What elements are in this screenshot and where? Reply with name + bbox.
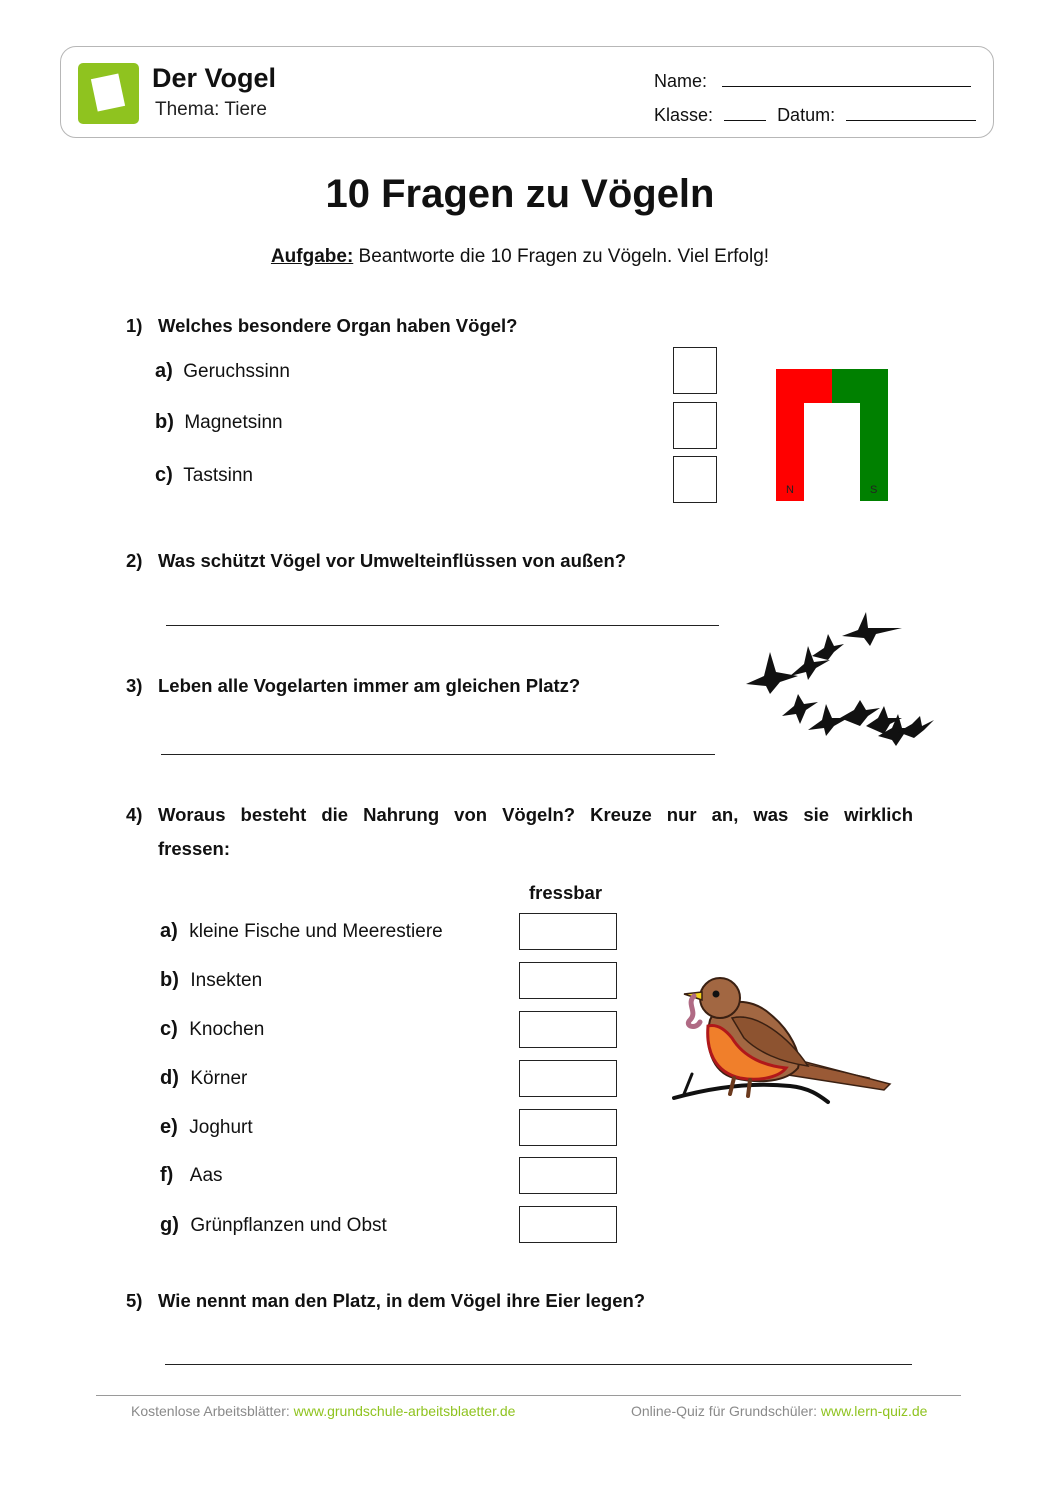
page-title: 10 Fragen zu Vögeln [325, 172, 715, 216]
q4-checkbox-b[interactable] [519, 962, 617, 999]
option-text: Insekten [190, 970, 263, 991]
q3-text: Leben alle Vogelarten immer am gleichen Platz? [158, 675, 581, 696]
magnet-south-label: S [870, 484, 878, 496]
q5-text: Wie nennt man den Platz, in dem Vögel ihre Eier legen? [158, 1290, 646, 1311]
option-letter: a) [160, 920, 178, 942]
magnet-icon [770, 365, 894, 505]
option-text: Körner [190, 1068, 248, 1089]
option-letter: b) [160, 969, 179, 991]
q3-answer-line[interactable] [161, 754, 715, 755]
option-letter: b) [155, 411, 174, 433]
flying-birds-icon [742, 606, 938, 752]
class-date-field [654, 102, 976, 126]
footer-left-label: Kostenlose Arbeitsblätter: [131, 1403, 294, 1419]
option-text: Joghurt [189, 1117, 253, 1138]
robin-bird-icon [670, 970, 898, 1110]
footer-left [131, 1403, 515, 1419]
q4-checkbox-g[interactable] [519, 1206, 617, 1243]
q1-option-c [155, 464, 253, 487]
q2-number: 2) [126, 550, 143, 571]
date-label: Datum: [777, 105, 836, 125]
footer-divider [96, 1395, 961, 1396]
q4-column-header: fressbar [529, 882, 603, 903]
worksheet-topic: Thema: Tiere [155, 99, 267, 120]
q4-option-c [160, 1018, 264, 1041]
option-letter: c) [160, 1018, 178, 1040]
q4-checkbox-a[interactable] [519, 913, 617, 950]
footer-left-link[interactable]: www.grundschule-arbeitsblaetter.de [293, 1403, 516, 1419]
q1-checkbox-a[interactable] [673, 347, 717, 394]
option-letter: f) [160, 1164, 174, 1186]
q1-checkbox-c[interactable] [673, 456, 717, 503]
name-field [654, 68, 971, 92]
option-text: Geruchssinn [183, 361, 290, 382]
q4-option-a [160, 920, 443, 943]
name-blank[interactable] [722, 68, 971, 87]
q1-number: 1) [126, 315, 143, 336]
q4-option-g [160, 1214, 387, 1237]
footer-right [631, 1403, 927, 1419]
footer-right-label: Online-Quiz für Grundschüler: [631, 1403, 821, 1419]
option-letter: c) [155, 464, 173, 486]
q1-option-a [155, 360, 290, 383]
q4-option-e [160, 1116, 253, 1139]
q4-checkbox-c[interactable] [519, 1011, 617, 1048]
q4-option-f [160, 1164, 223, 1187]
option-text: Grünpflanzen und Obst [190, 1215, 387, 1236]
q4-checkbox-e[interactable] [519, 1109, 617, 1146]
q1-checkbox-b[interactable] [673, 402, 717, 449]
class-label: Klasse: [654, 105, 714, 125]
option-text: kleine Fische und Meerestiere [189, 921, 443, 942]
logo-icon [78, 63, 139, 124]
option-text: Aas [189, 1165, 223, 1186]
option-letter: g) [160, 1214, 179, 1236]
q1-text: Welches besondere Organ haben Vögel? [158, 315, 518, 336]
name-label: Name: [654, 71, 708, 91]
q4-option-b [160, 969, 262, 992]
option-text: Tastsinn [183, 465, 253, 486]
q4-text-line1: Woraus besteht die Nahrung von Vögeln? Kreuze nur an, was sie wirklich [158, 804, 913, 825]
footer-right-link[interactable]: www.lern-quiz.de [820, 1403, 928, 1419]
option-text: Magnetsinn [184, 412, 283, 433]
option-letter: d) [160, 1067, 179, 1089]
q5-number: 5) [126, 1290, 143, 1311]
q5-answer-line[interactable] [165, 1364, 912, 1365]
task-text: Beantworte die 10 Fragen zu Vögeln. Viel Erfolg! [353, 246, 770, 267]
q2-answer-line[interactable] [166, 625, 719, 626]
q4-number: 4) [126, 804, 143, 825]
q2-text: Was schützt Vögel vor Umwelteinflüssen von außen? [158, 550, 627, 571]
option-letter: e) [160, 1116, 178, 1138]
worksheet-title: Der Vogel [152, 63, 277, 93]
date-blank[interactable] [846, 102, 976, 121]
q1-option-b [155, 411, 283, 434]
task-instruction [0, 246, 1040, 268]
q4-checkbox-d[interactable] [519, 1060, 617, 1097]
option-letter: a) [155, 360, 173, 382]
magnet-north-label: N [786, 484, 794, 496]
q4-checkbox-f[interactable] [519, 1157, 617, 1194]
task-label: Aufgabe: [270, 246, 354, 267]
q4-text-line2: fressen: [158, 838, 230, 859]
class-blank[interactable] [724, 102, 766, 121]
option-text: Knochen [189, 1019, 265, 1040]
q4-option-d [160, 1067, 247, 1090]
q3-number: 3) [126, 675, 143, 696]
